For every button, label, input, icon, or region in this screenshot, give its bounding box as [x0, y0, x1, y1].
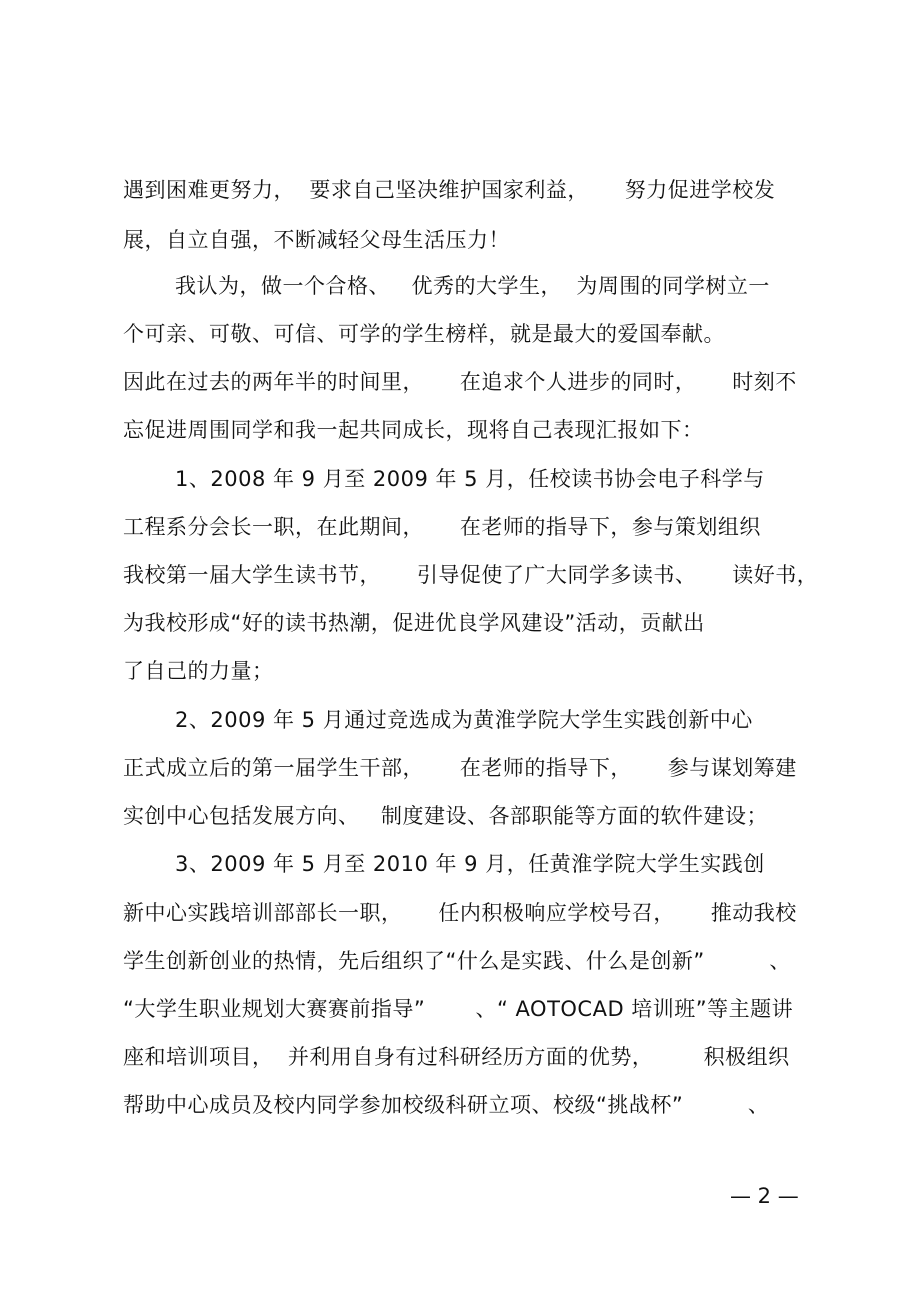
- text-line: 遇到困难更努力， 要求自己坚决维护国家利益， 努力促进学校发: [123, 178, 776, 202]
- text-line: 3、2009 年 5 月至 2010 年 9 月，任黄淮学院大学生实践创: [175, 852, 765, 876]
- text-line: 我认为，做一个合格、 优秀的大学生， 为周围的同学树立一: [175, 274, 770, 298]
- text-line: 实创中心包括发展方向、 制度建设、各部职能等方面的软件建设；: [123, 804, 769, 828]
- text-line: 新中心实践培训部部长一职， 任内积极响应学校号召， 推动我校: [123, 901, 797, 925]
- text-line: 展，自立自强，不断减轻父母生活压力！: [123, 228, 510, 252]
- text-line: 个可亲、可敬、可信、可学的学生榜样，就是最大的爱国奉献。: [123, 322, 725, 346]
- page-number: — 2 —: [730, 1184, 799, 1208]
- text-line: 2、2009 年 5 月通过竞选成为黄淮学院大学生实践创新中心: [175, 708, 753, 732]
- text-line: 座和培训项目， 并利用自身有过科研经历方面的优势， 积极组织: [123, 1045, 790, 1069]
- text-line: 工程系分会长一职，在此期间， 在老师的指导下，参与策划组织: [123, 515, 761, 539]
- text-line: 我校第一届大学生读书节， 引导促使了广大同学多读书、 读好书，: [123, 563, 819, 587]
- text-line: 了自己的力量；: [123, 659, 274, 683]
- text-line: “大学生职业规划大赛赛前指导” 、“ AOTOCAD 培训班”等主题讲: [123, 997, 794, 1021]
- text-line: 因此在过去的两年半的时间里， 在追求个人进步的同时， 时刻不: [123, 370, 797, 394]
- text-line: 正式成立后的第一届学生干部， 在老师的指导下， 参与谋划筹建: [123, 756, 797, 780]
- text-line: 忘促进周围同学和我一起共同成长，现将自己表现汇报如下：: [123, 418, 704, 442]
- text-line: 为我校形成“好的读书热潮，促进优良学风建设”活动，贡献出: [123, 611, 705, 635]
- text-line: 帮助中心成员及校内同学参加校级科研立项、校级“挑战杯” 、: [123, 1093, 770, 1117]
- text-line: 学生创新创业的热情，先后组织了“什么是实践、什么是创新” 、: [123, 949, 791, 973]
- text-line: 1、2008 年 9 月至 2009 年 5 月，任校读书协会电子科学与: [175, 467, 765, 491]
